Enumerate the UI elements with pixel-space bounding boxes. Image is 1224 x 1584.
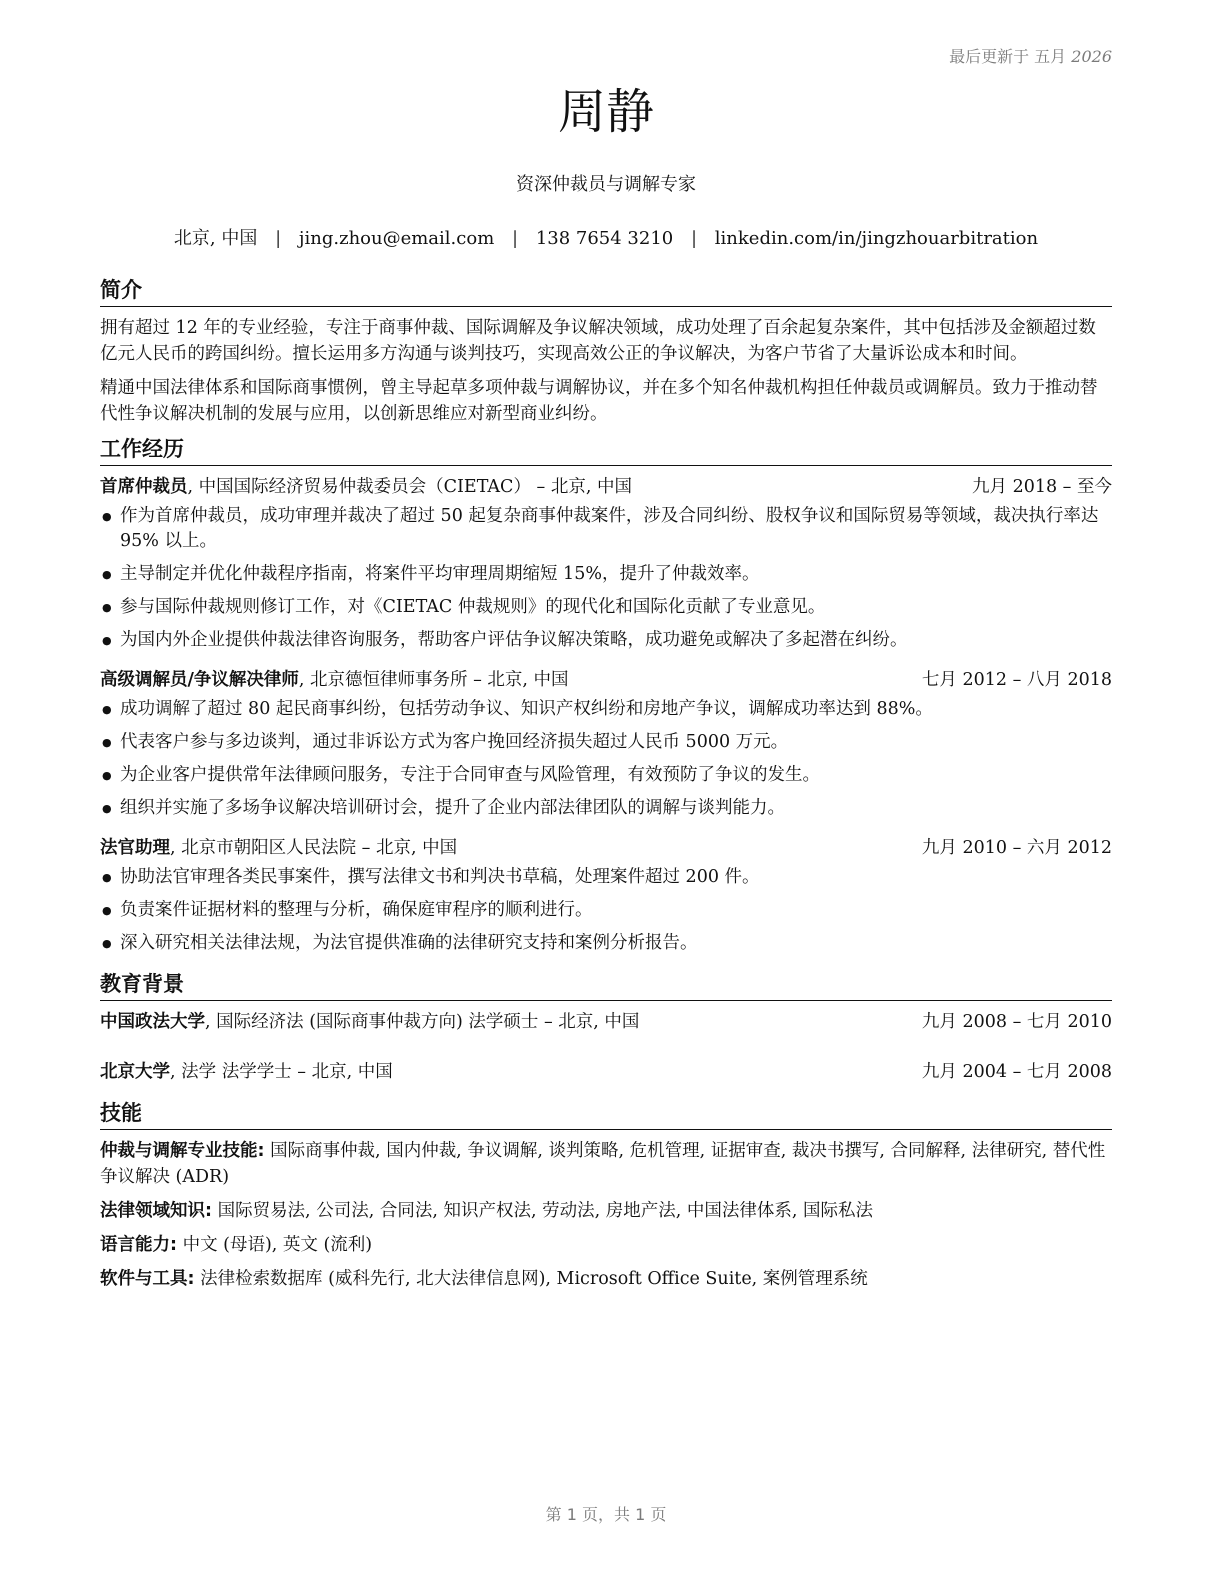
job-dates: 九月 2018 – 至今 (972, 477, 1112, 497)
resume-body (100, 276, 1112, 1300)
job-dates: 七月 2012 – 八月 2018 (921, 670, 1112, 690)
summary-section (100, 276, 1112, 427)
education-detail: , 法学 法学学士 – 北京, 中国 (170, 1062, 393, 1082)
skill-line (100, 1266, 1112, 1292)
job-bullet: ● 深入研究相关法律法规，为法官提供准确的法律研究支持和案例分析报告。 (100, 931, 1112, 956)
job-org: , 北京市朝阳区人民法院 – 北京, 中国 (170, 838, 458, 858)
job-bullet: ● 作为首席仲裁员，成功审理并裁决了超过 50 起复杂商事仲裁案件，涉及合同纠纷、股权争议和国际贸易等领域，裁决执行率达 95% 以上。 (100, 504, 1112, 554)
job-bullets (100, 697, 1112, 821)
skill-line (100, 1198, 1112, 1224)
job-role: 首席仲裁员 (100, 477, 188, 497)
candidate-title: 资深仲裁员与调解专家 (516, 174, 696, 195)
job-dates: 九月 2010 – 六月 2012 (921, 838, 1112, 858)
page-footer: 第 1 页，共 1 页 (545, 1505, 667, 1524)
job-header (100, 835, 1112, 861)
last-updated (949, 44, 1112, 67)
contact-location: 北京, 中国 (173, 228, 258, 249)
job-bullet: ● 代表客户参与多边谈判，通过非诉讼方式为客户挽回经济损失超过人民币 5000 万元。 (100, 730, 1112, 755)
education-detail: , 国际经济法 (国际商事仲裁方向) 法学硕士 – 北京, 中国 (205, 1012, 640, 1032)
job-bullet: ● 参与国际仲裁规则修订工作，对《CIETAC 仲裁规则》的现代化和国际化贡献了专业意见。 (100, 595, 1112, 620)
skills-section (100, 1099, 1112, 1292)
job-role: 高级调解员/争议解决律师 (100, 670, 299, 690)
last-updated-label: 最后更新于 五月 (949, 47, 1067, 66)
skill-value: 国际贸易法, 公司法, 合同法, 知识产权法, 劳动法, 房地产法, 中国法律体系, 国际私法 (212, 1201, 873, 1221)
job-bullet: ● 组织并实施了多场争议解决培训研讨会，提升了企业内部法律团队的调解与谈判能力。 (100, 796, 1112, 821)
job-bullets (100, 865, 1112, 956)
education-section (100, 970, 1112, 1085)
summary-paragraph: 拥有超过 12 年的专业经验，专注于商事仲裁、国际调解及争议解决领域，成功处理了百余起复杂案件，其中包括涉及金额超过数亿元人民币的跨国纠纷。擅长运用多方沟通与谈判技巧，实现高效公正的争议解决，为客户节省了大量诉讼成本和时间。 (100, 318, 1096, 364)
skill-value: 中文 (母语), 英文 (流利) (177, 1235, 373, 1255)
job-org: , 北京德恒律师事务所 – 北京, 中国 (298, 670, 569, 690)
education-school: 北京大学 (100, 1062, 170, 1082)
contact-separator: | (690, 228, 698, 249)
resume-page (100, 0, 1112, 1584)
job-entry (100, 835, 1112, 956)
skill-label: 语言能力: (100, 1235, 177, 1255)
skill-label: 软件与工具: (100, 1269, 195, 1289)
job-bullet: ● 为企业客户提供常年法律顾问服务，专注于合同审查与风险管理，有效预防了争议的发生。 (100, 763, 1112, 788)
skill-label: 仲裁与调解专业技能: (100, 1141, 265, 1161)
job-entry (100, 474, 1112, 653)
skill-line (100, 1232, 1112, 1258)
contact-line (100, 224, 1112, 250)
experience-section (100, 435, 1112, 956)
contact-separator: | (512, 228, 519, 249)
job-bullet: ● 协助法官审理各类民事案件，撰写法律文书和判决书草稿，处理案件超过 200 件。 (100, 865, 1112, 890)
section-heading-skills: 技能 (100, 1099, 1112, 1130)
education-entry (100, 1059, 1112, 1085)
job-bullet: ● 主导制定并优化仲裁程序指南，将案件平均审理周期缩短 15%，提升了仲裁效率。 (100, 562, 1112, 587)
job-bullet: ● 为国内外企业提供仲裁法律咨询服务，帮助客户评估争议解决策略，成功避免或解决了多起潜在纠纷。 (100, 628, 1112, 653)
candidate-name: 周静 (557, 84, 654, 140)
summary-paragraph: 精通中国法律体系和国际商事惯例，曾主导起草多项仲裁与调解协议，并在多个知名仲裁机构担任仲裁员或调解员。致力于推动替代性争议解决机制的发展与应用，以创新思维应对新型商业纠纷。 (100, 378, 1098, 424)
education-school: 中国政法大学 (100, 1012, 205, 1032)
contact-separator: | (275, 228, 282, 249)
skill-line (100, 1138, 1112, 1190)
section-heading-summary: 简介 (100, 276, 1112, 307)
job-role: 法官助理 (100, 838, 170, 858)
education-dates: 九月 2004 – 七月 2008 (921, 1062, 1112, 1082)
section-heading-experience: 工作经历 (100, 435, 1112, 466)
skill-label: 法律领域知识: (100, 1201, 212, 1221)
job-bullet: ● 成功调解了超过 80 起民商事纠纷，包括劳动争议、知识产权纠纷和房地产争议，调解成功率达到 88%。 (100, 697, 1112, 722)
education-entry (100, 1009, 1112, 1035)
job-org: , 中国国际经济贸易仲裁委员会（CIETAC） – 北京, 中国 (187, 477, 632, 497)
job-header (100, 667, 1112, 693)
contact-phone: 138 7654 3210 (535, 228, 674, 249)
job-entry (100, 667, 1112, 821)
section-heading-education: 教育背景 (100, 970, 1112, 1001)
skill-value: 国际商事仲裁, 国内仲裁, 争议调解, 谈判策略, 危机管理, 证据审查, 裁决书撰写, 合同解释, 法律研究, 替代性争议解决 (ADR) (100, 1141, 1106, 1187)
skill-value: 法律检索数据库 (威科先行, 北大法律信息网), Microsoft Office Suite, 案例管理系统 (194, 1269, 868, 1289)
job-header (100, 474, 1112, 500)
last-updated-year: 2026 (1071, 47, 1112, 66)
education-dates: 九月 2008 – 七月 2010 (921, 1012, 1112, 1032)
contact-email[interactable]: jing.zhou@email.com (298, 228, 495, 249)
contact-linkedin[interactable]: linkedin.com/in/jingzhouarbitration (714, 228, 1039, 249)
job-bullets (100, 504, 1112, 653)
job-bullet: ● 负责案件证据材料的整理与分析，确保庭审程序的顺利进行。 (100, 898, 1112, 923)
